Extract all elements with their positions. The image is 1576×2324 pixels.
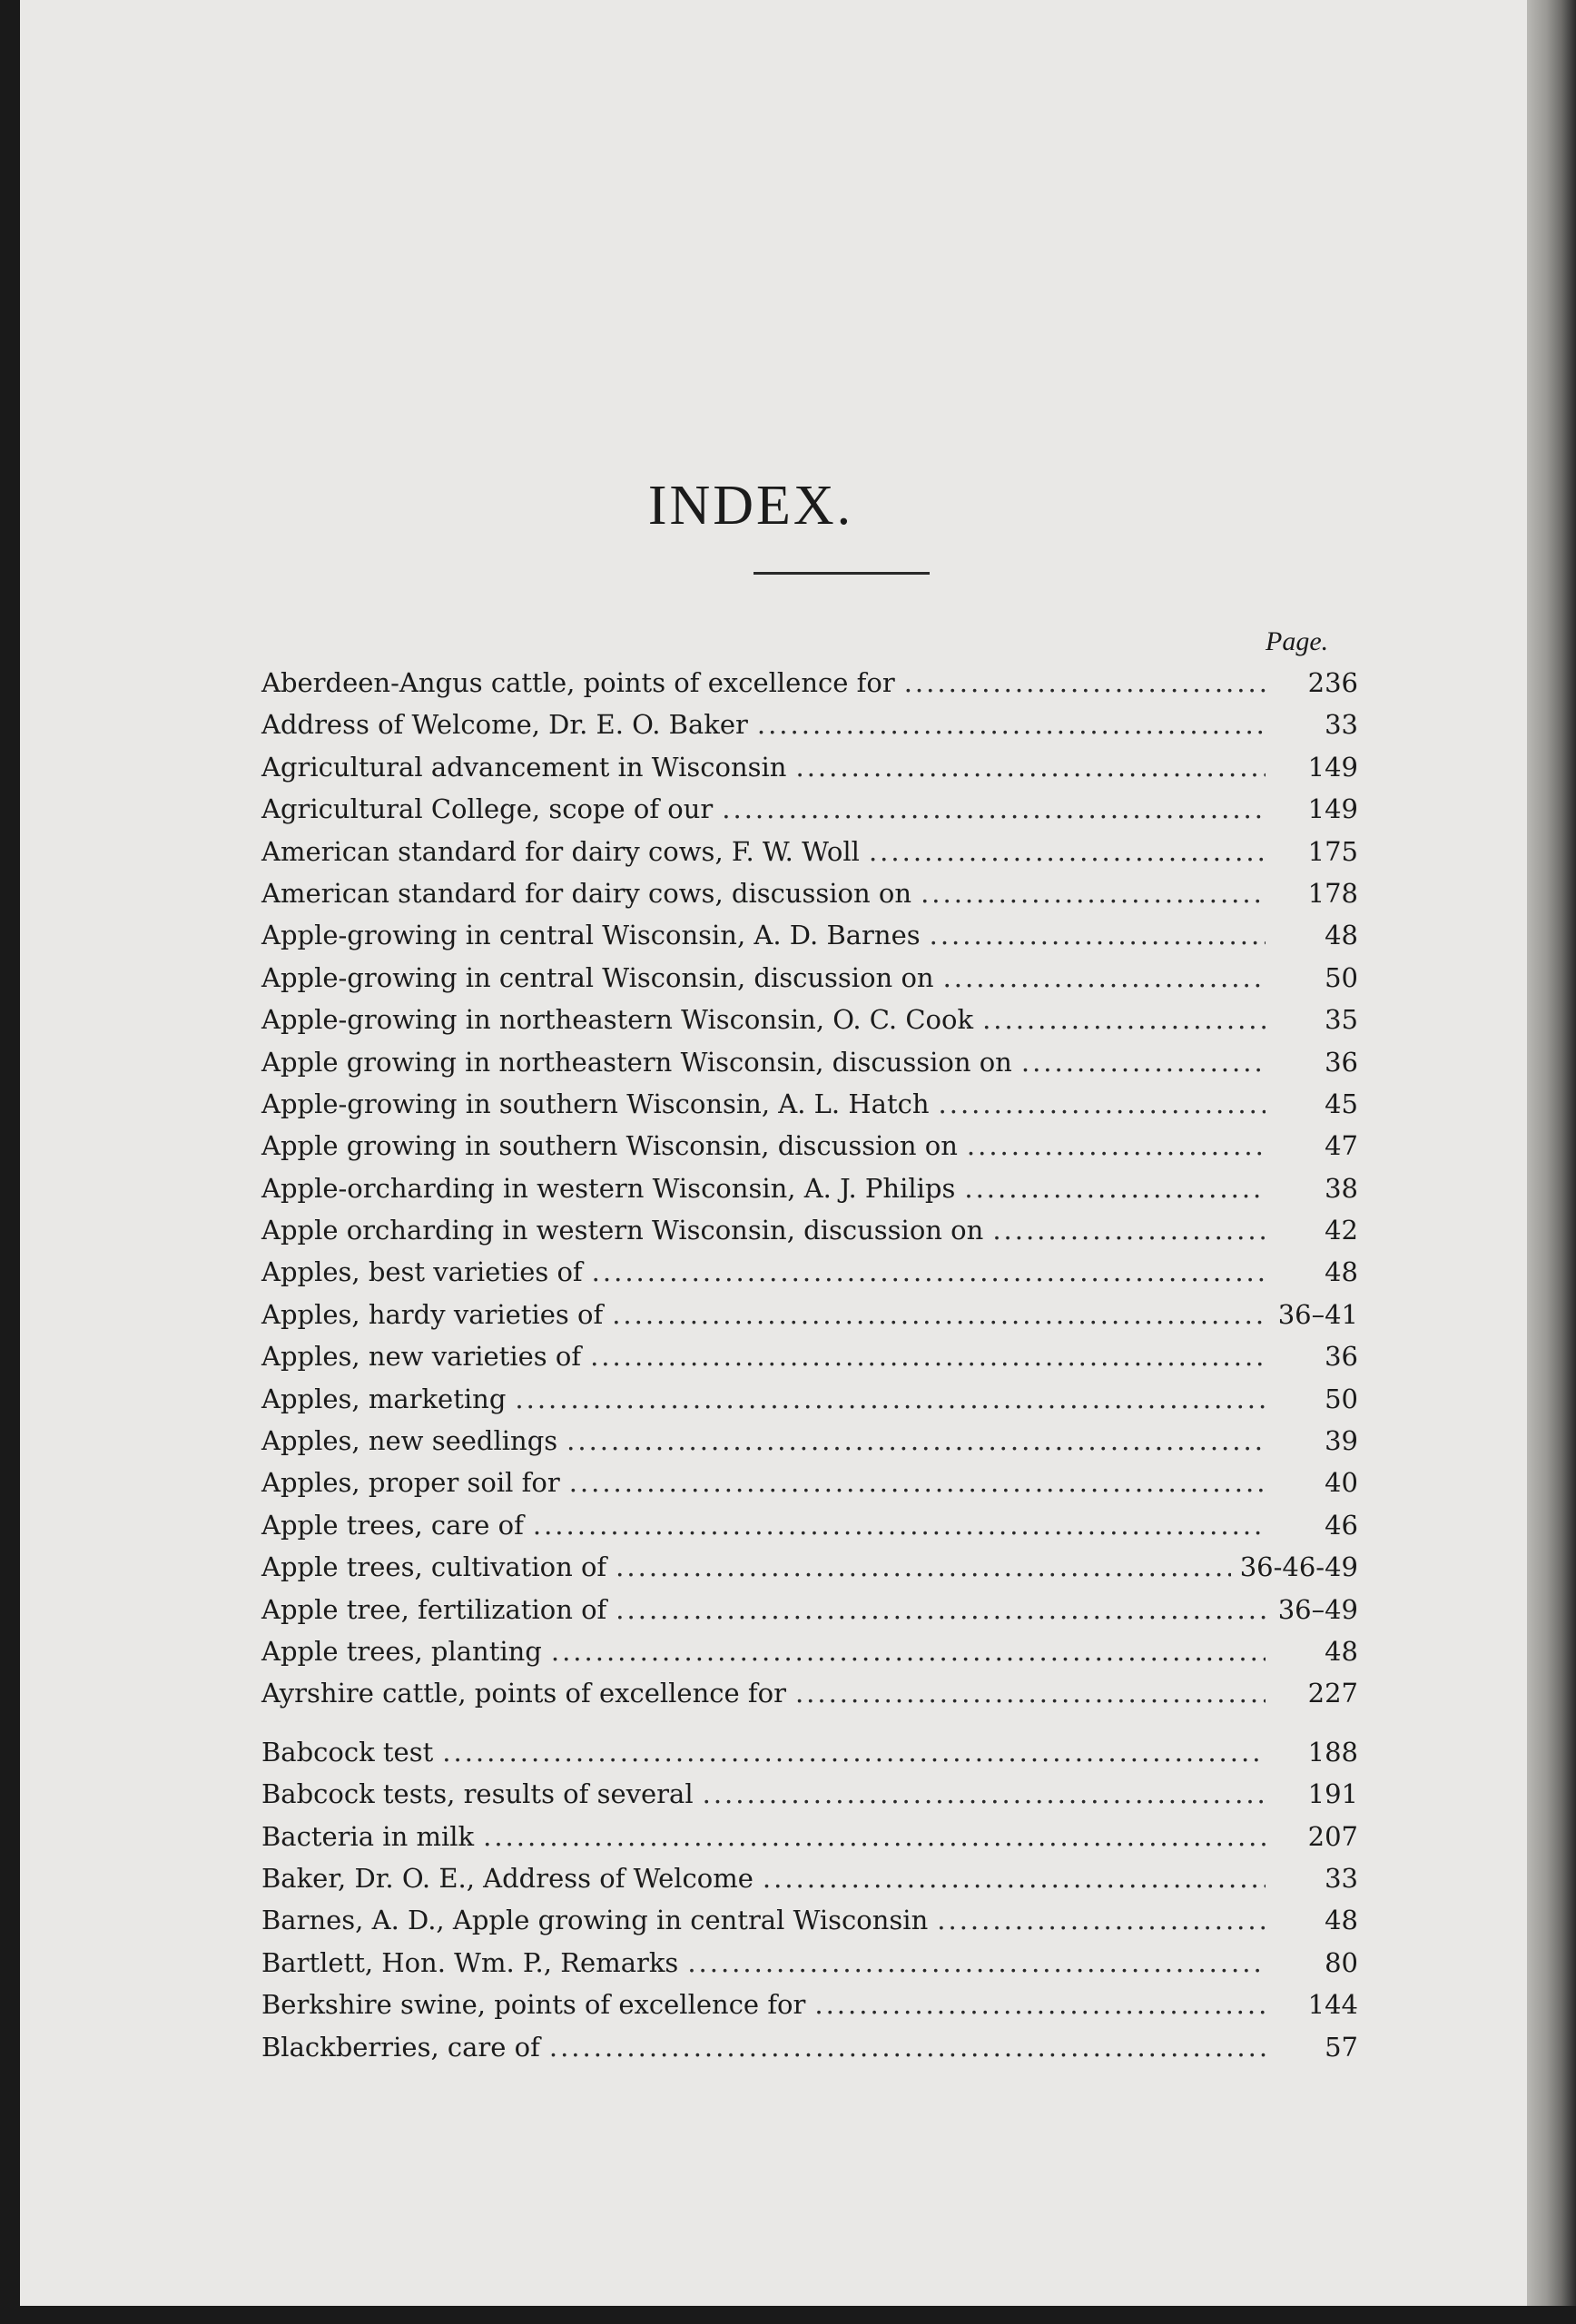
index-entry	[261, 878, 1358, 920]
entry-page: 191	[1307, 1778, 1358, 1810]
entry-page: 50	[1325, 1383, 1358, 1414]
index-entry	[261, 667, 1358, 709]
entry-text: Apple tree, fertilization of	[261, 1593, 607, 1625]
dot-leader	[757, 709, 1266, 740]
book-page	[20, 0, 1527, 2306]
entry-text: Apples, best varieties of	[261, 1256, 583, 1288]
index-entry	[261, 1215, 1358, 1256]
entry-page: 149	[1307, 751, 1358, 783]
index-entry	[261, 752, 1358, 793]
entry-text: Apple-growing in southern Wisconsin, A. L. Hatch	[261, 1088, 930, 1119]
index-entry	[261, 836, 1358, 878]
index-entry	[261, 1467, 1358, 1509]
entry-page: 35	[1325, 1004, 1358, 1036]
dot-leader	[549, 2032, 1266, 2063]
index-entry	[261, 920, 1358, 961]
entry-text: Apple growing in southern Wisconsin, discussion on	[261, 1130, 958, 1162]
entry-page: 38	[1325, 1172, 1358, 1204]
index-entry	[261, 1173, 1358, 1215]
index-entry	[261, 1863, 1358, 1905]
entry-page: 57	[1325, 2031, 1358, 2063]
index-entry	[261, 1425, 1358, 1467]
entry-text: Address of Welcome, Dr. E. O. Baker	[261, 709, 748, 741]
entry-text: Bartlett, Hon. Wm. P., Remarks	[261, 1946, 679, 1978]
entry-page: 48	[1325, 920, 1358, 951]
index-entry	[261, 1047, 1358, 1088]
entry-text: Ayrshire cattle, points of excellence for	[261, 1678, 786, 1709]
dot-leader	[483, 1821, 1266, 1852]
index-entry	[261, 793, 1358, 835]
entry-page: 207	[1307, 1820, 1358, 1852]
entry-text: Apple orcharding in western Wisconsin, discussion on	[261, 1215, 984, 1246]
dot-leader	[551, 1636, 1266, 1667]
index-entry	[261, 1256, 1358, 1298]
entry-page: 36–41	[1277, 1298, 1358, 1330]
entry-text: Babcock test	[261, 1736, 434, 1768]
entry-page: 45	[1325, 1088, 1358, 1119]
entry-text: Apple growing in northeastern Wisconsin, discussion on	[261, 1046, 1012, 1078]
index-entry	[261, 2032, 1358, 2073]
entry-page: 188	[1307, 1736, 1358, 1768]
entry-page: 33	[1325, 709, 1358, 741]
section-gap	[261, 1720, 1358, 1737]
dot-leader	[869, 836, 1266, 867]
entry-page: 39	[1325, 1425, 1358, 1457]
entry-page: 33	[1325, 1862, 1358, 1894]
dot-leader	[1021, 1047, 1266, 1078]
entry-page: 46	[1325, 1509, 1358, 1541]
entry-text: Apple-growing in central Wisconsin, discussion on	[261, 961, 934, 993]
dot-leader	[722, 793, 1266, 824]
entry-page: 80	[1325, 1946, 1358, 1978]
dot-leader	[515, 1384, 1266, 1414]
entry-text: Aberdeen-Angus cattle, points of excellence for	[261, 667, 895, 698]
entry-text: Apple trees, planting	[261, 1635, 542, 1667]
page-edge-right	[1527, 0, 1576, 2324]
dot-leader	[763, 1863, 1266, 1894]
index-entry	[261, 1594, 1358, 1636]
entry-text: Babcock tests, results of several	[261, 1778, 694, 1810]
index-entry	[261, 709, 1358, 751]
dot-leader	[533, 1510, 1266, 1541]
dot-leader	[616, 1594, 1266, 1625]
dot-leader	[566, 1425, 1266, 1456]
entry-text: Berkshire swine, points of excellence for	[261, 1989, 806, 2021]
index-entry	[261, 1088, 1358, 1130]
entry-page: 236	[1307, 667, 1358, 698]
entry-page: 36	[1325, 1046, 1358, 1078]
dot-leader	[569, 1467, 1266, 1498]
dot-leader	[937, 1905, 1266, 1935]
dot-leader	[616, 1551, 1231, 1582]
index-entry	[261, 962, 1358, 1004]
index-entries	[261, 667, 1358, 2073]
entry-text: Apple-growing in central Wisconsin, A. D. Barnes	[261, 920, 921, 951]
page-title: INDEX.	[647, 474, 854, 537]
dot-leader	[992, 1215, 1266, 1246]
index-entry	[261, 1636, 1358, 1678]
entry-text: Blackberries, care of	[261, 2031, 540, 2063]
entry-page: 36–49	[1277, 1593, 1358, 1625]
index-entry	[261, 1737, 1358, 1778]
index-entry	[261, 1905, 1358, 1946]
index-entry	[261, 1004, 1358, 1046]
dot-leader	[795, 752, 1266, 783]
entry-page: 36	[1325, 1341, 1358, 1373]
dot-leader	[592, 1256, 1266, 1287]
entry-text: Apple trees, care of	[261, 1509, 524, 1541]
entry-text: Agricultural advancement in Wisconsin	[261, 751, 787, 783]
index-entry	[261, 1299, 1358, 1341]
dot-leader	[904, 667, 1266, 698]
entry-text: Bacteria in milk	[261, 1820, 475, 1852]
index-entry	[261, 1678, 1358, 1719]
entry-page: 178	[1307, 877, 1358, 909]
binding-shadow-left	[0, 0, 20, 2324]
index-entry	[261, 1551, 1358, 1593]
dot-leader	[982, 1004, 1266, 1035]
index-entry	[261, 1947, 1358, 1989]
dot-leader	[921, 878, 1266, 909]
entry-text: Apples, new seedlings	[261, 1425, 558, 1457]
entry-page: 48	[1325, 1256, 1358, 1288]
entry-text: American standard for dairy cows, F. W. Woll	[261, 835, 860, 867]
entry-page: 47	[1325, 1130, 1358, 1162]
entry-page: 144	[1307, 1989, 1358, 2021]
index-entry	[261, 1821, 1358, 1863]
index-entry	[261, 1130, 1358, 1172]
dot-leader	[687, 1947, 1266, 1978]
index-entry	[261, 1510, 1358, 1551]
entry-page: 40	[1325, 1467, 1358, 1499]
dot-leader	[814, 1989, 1266, 2020]
entry-text: Apples, hardy varieties of	[261, 1298, 604, 1330]
entry-text: Barnes, A. D., Apple growing in central Wisconsin	[261, 1905, 929, 1936]
dot-leader	[442, 1737, 1266, 1768]
entry-text: American standard for dairy cows, discussion on	[261, 877, 912, 909]
page-column-label: Page.	[1266, 626, 1329, 656]
dot-leader	[967, 1130, 1266, 1161]
entry-page: 149	[1307, 793, 1358, 825]
entry-text: Baker, Dr. O. E., Address of Welcome	[261, 1862, 754, 1894]
dot-leader	[703, 1778, 1266, 1809]
index-entry	[261, 1778, 1358, 1820]
entry-text: Apple trees, cultivation of	[261, 1551, 607, 1583]
entry-text: Apples, proper soil for	[261, 1467, 560, 1499]
entry-page: 48	[1325, 1635, 1358, 1667]
dot-leader	[590, 1341, 1266, 1372]
dot-leader	[964, 1173, 1266, 1204]
dot-leader	[612, 1299, 1266, 1330]
entry-text: Apples, marketing	[261, 1383, 507, 1414]
entry-text: Apple-growing in northeastern Wisconsin, O. C. Cook	[261, 1004, 974, 1036]
entry-text: Apples, new varieties of	[261, 1341, 582, 1373]
dot-leader	[795, 1678, 1266, 1709]
entry-text: Agricultural College, scope of our	[261, 793, 714, 825]
entry-text: Apple-orcharding in western Wisconsin, A. J. Philips	[261, 1172, 956, 1204]
dot-leader	[943, 962, 1266, 993]
entry-page: 227	[1307, 1678, 1358, 1709]
dot-leader	[939, 1088, 1266, 1119]
index-entry	[261, 1989, 1358, 2031]
entry-page: 36-46-49	[1239, 1551, 1358, 1583]
entry-page: 50	[1325, 961, 1358, 993]
entry-page: 42	[1325, 1215, 1358, 1246]
title-rule	[754, 572, 930, 575]
index-entry	[261, 1341, 1358, 1383]
entry-page: 48	[1325, 1905, 1358, 1936]
dot-leader	[930, 920, 1266, 950]
index-entry	[261, 1384, 1358, 1425]
scan-border-bottom	[0, 2306, 1576, 2324]
entry-page: 175	[1307, 835, 1358, 867]
